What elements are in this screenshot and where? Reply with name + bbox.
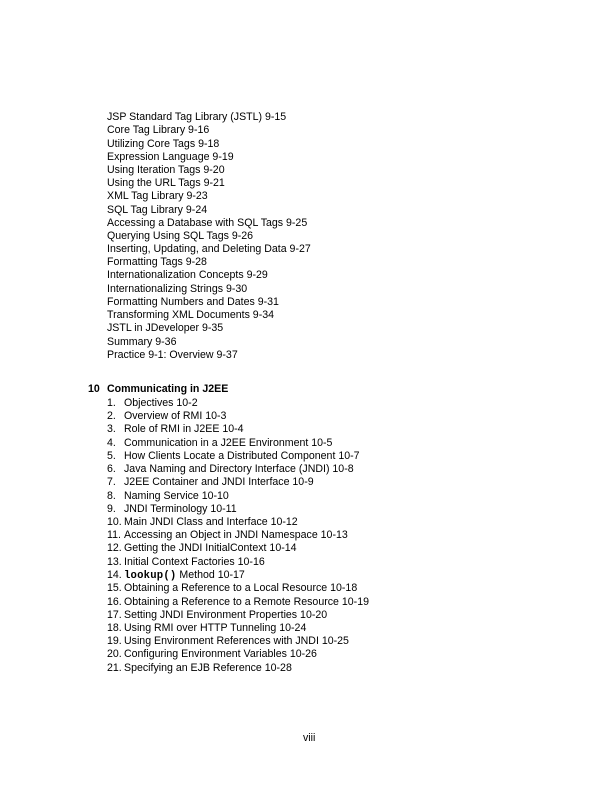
list-item-number: 21. [107, 662, 122, 674]
toc-entry-formatting-tags: Formatting Tags 9-28 [107, 256, 207, 268]
page-number: viii [303, 732, 316, 744]
list-item-text: Communication in a J2EE Environment 10-5 [124, 437, 333, 449]
list-item-number: 1. [107, 397, 116, 409]
list-item-text: Setting JNDI Environment Properties 10-20 [124, 609, 328, 621]
list-item-text: Specifying an EJB Reference 10-28 [124, 662, 292, 674]
list-item-text [124, 569, 245, 583]
toc-entry-iteration-tags: Using Iteration Tags 9-20 [107, 164, 225, 176]
toc-entry-i18n-concepts: Internationalization Concepts 9-29 [107, 269, 268, 281]
list-item-text: Accessing an Object in JNDI Namespace 10-13 [124, 529, 348, 541]
list-item-number: 16. [107, 596, 122, 608]
toc-entry-expression-language: Expression Language 9-19 [107, 151, 234, 163]
list-item-number: 4. [107, 437, 116, 449]
list-item-number: 17. [107, 609, 122, 621]
list-item-text: Overview of RMI 10-3 [124, 410, 227, 422]
toc-entry-querying-sql: Querying Using SQL Tags 9-26 [107, 230, 254, 242]
chapter-number: 10 [88, 383, 100, 395]
list-item-text: Objectives 10-2 [124, 397, 198, 409]
toc-entry-core-tag-library: Core Tag Library 9-16 [107, 124, 210, 136]
list-item-number: 3. [107, 423, 116, 435]
code-text: lookup() [124, 570, 177, 582]
list-item-number: 10. [107, 516, 122, 528]
toc-entry-accessing-database: Accessing a Database with SQL Tags 9-25 [107, 217, 308, 229]
list-item-number: 7. [107, 476, 116, 488]
list-item-text: How Clients Locate a Distributed Component 10-7 [124, 450, 360, 462]
list-item-text: Main JNDI Class and Interface 10-12 [124, 516, 298, 528]
toc-entry-i18n-strings: Internationalizing Strings 9-30 [107, 283, 248, 295]
list-item-number: 5. [107, 450, 116, 462]
list-item-text: Obtaining a Reference to a Local Resource 10-18 [124, 582, 358, 594]
list-item-number: 14. [107, 569, 122, 581]
toc-entry-sql-tag-library: SQL Tag Library 9-24 [107, 204, 208, 216]
toc-entry-jstl-jdeveloper: JSTL in JDeveloper 9-35 [107, 322, 224, 334]
toc-entry-formatting-numbers-dates: Formatting Numbers and Dates 9-31 [107, 296, 279, 308]
list-item-text: Initial Context Factories 10-16 [124, 556, 265, 568]
chapter-title: Communicating in J2EE [107, 383, 229, 395]
list-item-number: 20. [107, 648, 122, 660]
list-item-text: Getting the JNDI InitialContext 10-14 [124, 542, 297, 554]
list-item-number: 19. [107, 635, 122, 647]
list-item-text: JNDI Terminology 10-11 [124, 503, 237, 515]
list-item-number: 18. [107, 622, 122, 634]
list-item-number: 8. [107, 490, 116, 502]
toc-entry-summary: Summary 9-36 [107, 336, 177, 348]
list-item-number: 2. [107, 410, 116, 422]
toc-entry-practice: Practice 9-1: Overview 9-37 [107, 349, 238, 361]
list-item-number: 11. [107, 529, 121, 541]
list-item-text: Using Environment References with JNDI 10-25 [124, 635, 349, 647]
list-item-number: 13. [107, 556, 122, 568]
toc-entry-utilizing-core-tags: Utilizing Core Tags 9-18 [107, 138, 220, 150]
list-item-text-suffix: Method 10-17 [176, 569, 245, 581]
list-item-text: J2EE Container and JNDI Interface 10-9 [124, 476, 314, 488]
toc-entry-insert-update-delete: Inserting, Updating, and Deleting Data 9-27 [107, 243, 311, 255]
toc-entry-transforming-xml: Transforming XML Documents 9-34 [107, 309, 275, 321]
list-item-number: 15. [107, 582, 122, 594]
list-item-text: Naming Service 10-10 [124, 490, 229, 502]
list-item-text: Obtaining a Reference to a Remote Resource 10-19 [124, 596, 369, 608]
list-item-text: Configuring Environment Variables 10-26 [124, 648, 317, 660]
list-item-text: Java Naming and Directory Interface (JNDI) 10-8 [124, 463, 354, 475]
list-item-text: Using RMI over HTTP Tunneling 10-24 [124, 622, 307, 634]
toc-entry-jstl: JSP Standard Tag Library (JSTL) 9-15 [107, 111, 287, 123]
list-item-number: 9. [107, 503, 116, 515]
list-item-number: 6. [107, 463, 116, 475]
list-item-text: Role of RMI in J2EE 10-4 [124, 423, 244, 435]
list-item-number: 12. [107, 542, 122, 554]
toc-entry-url-tags: Using the URL Tags 9-21 [107, 177, 225, 189]
toc-entry-xml-tag-library: XML Tag Library 9-23 [107, 190, 208, 202]
